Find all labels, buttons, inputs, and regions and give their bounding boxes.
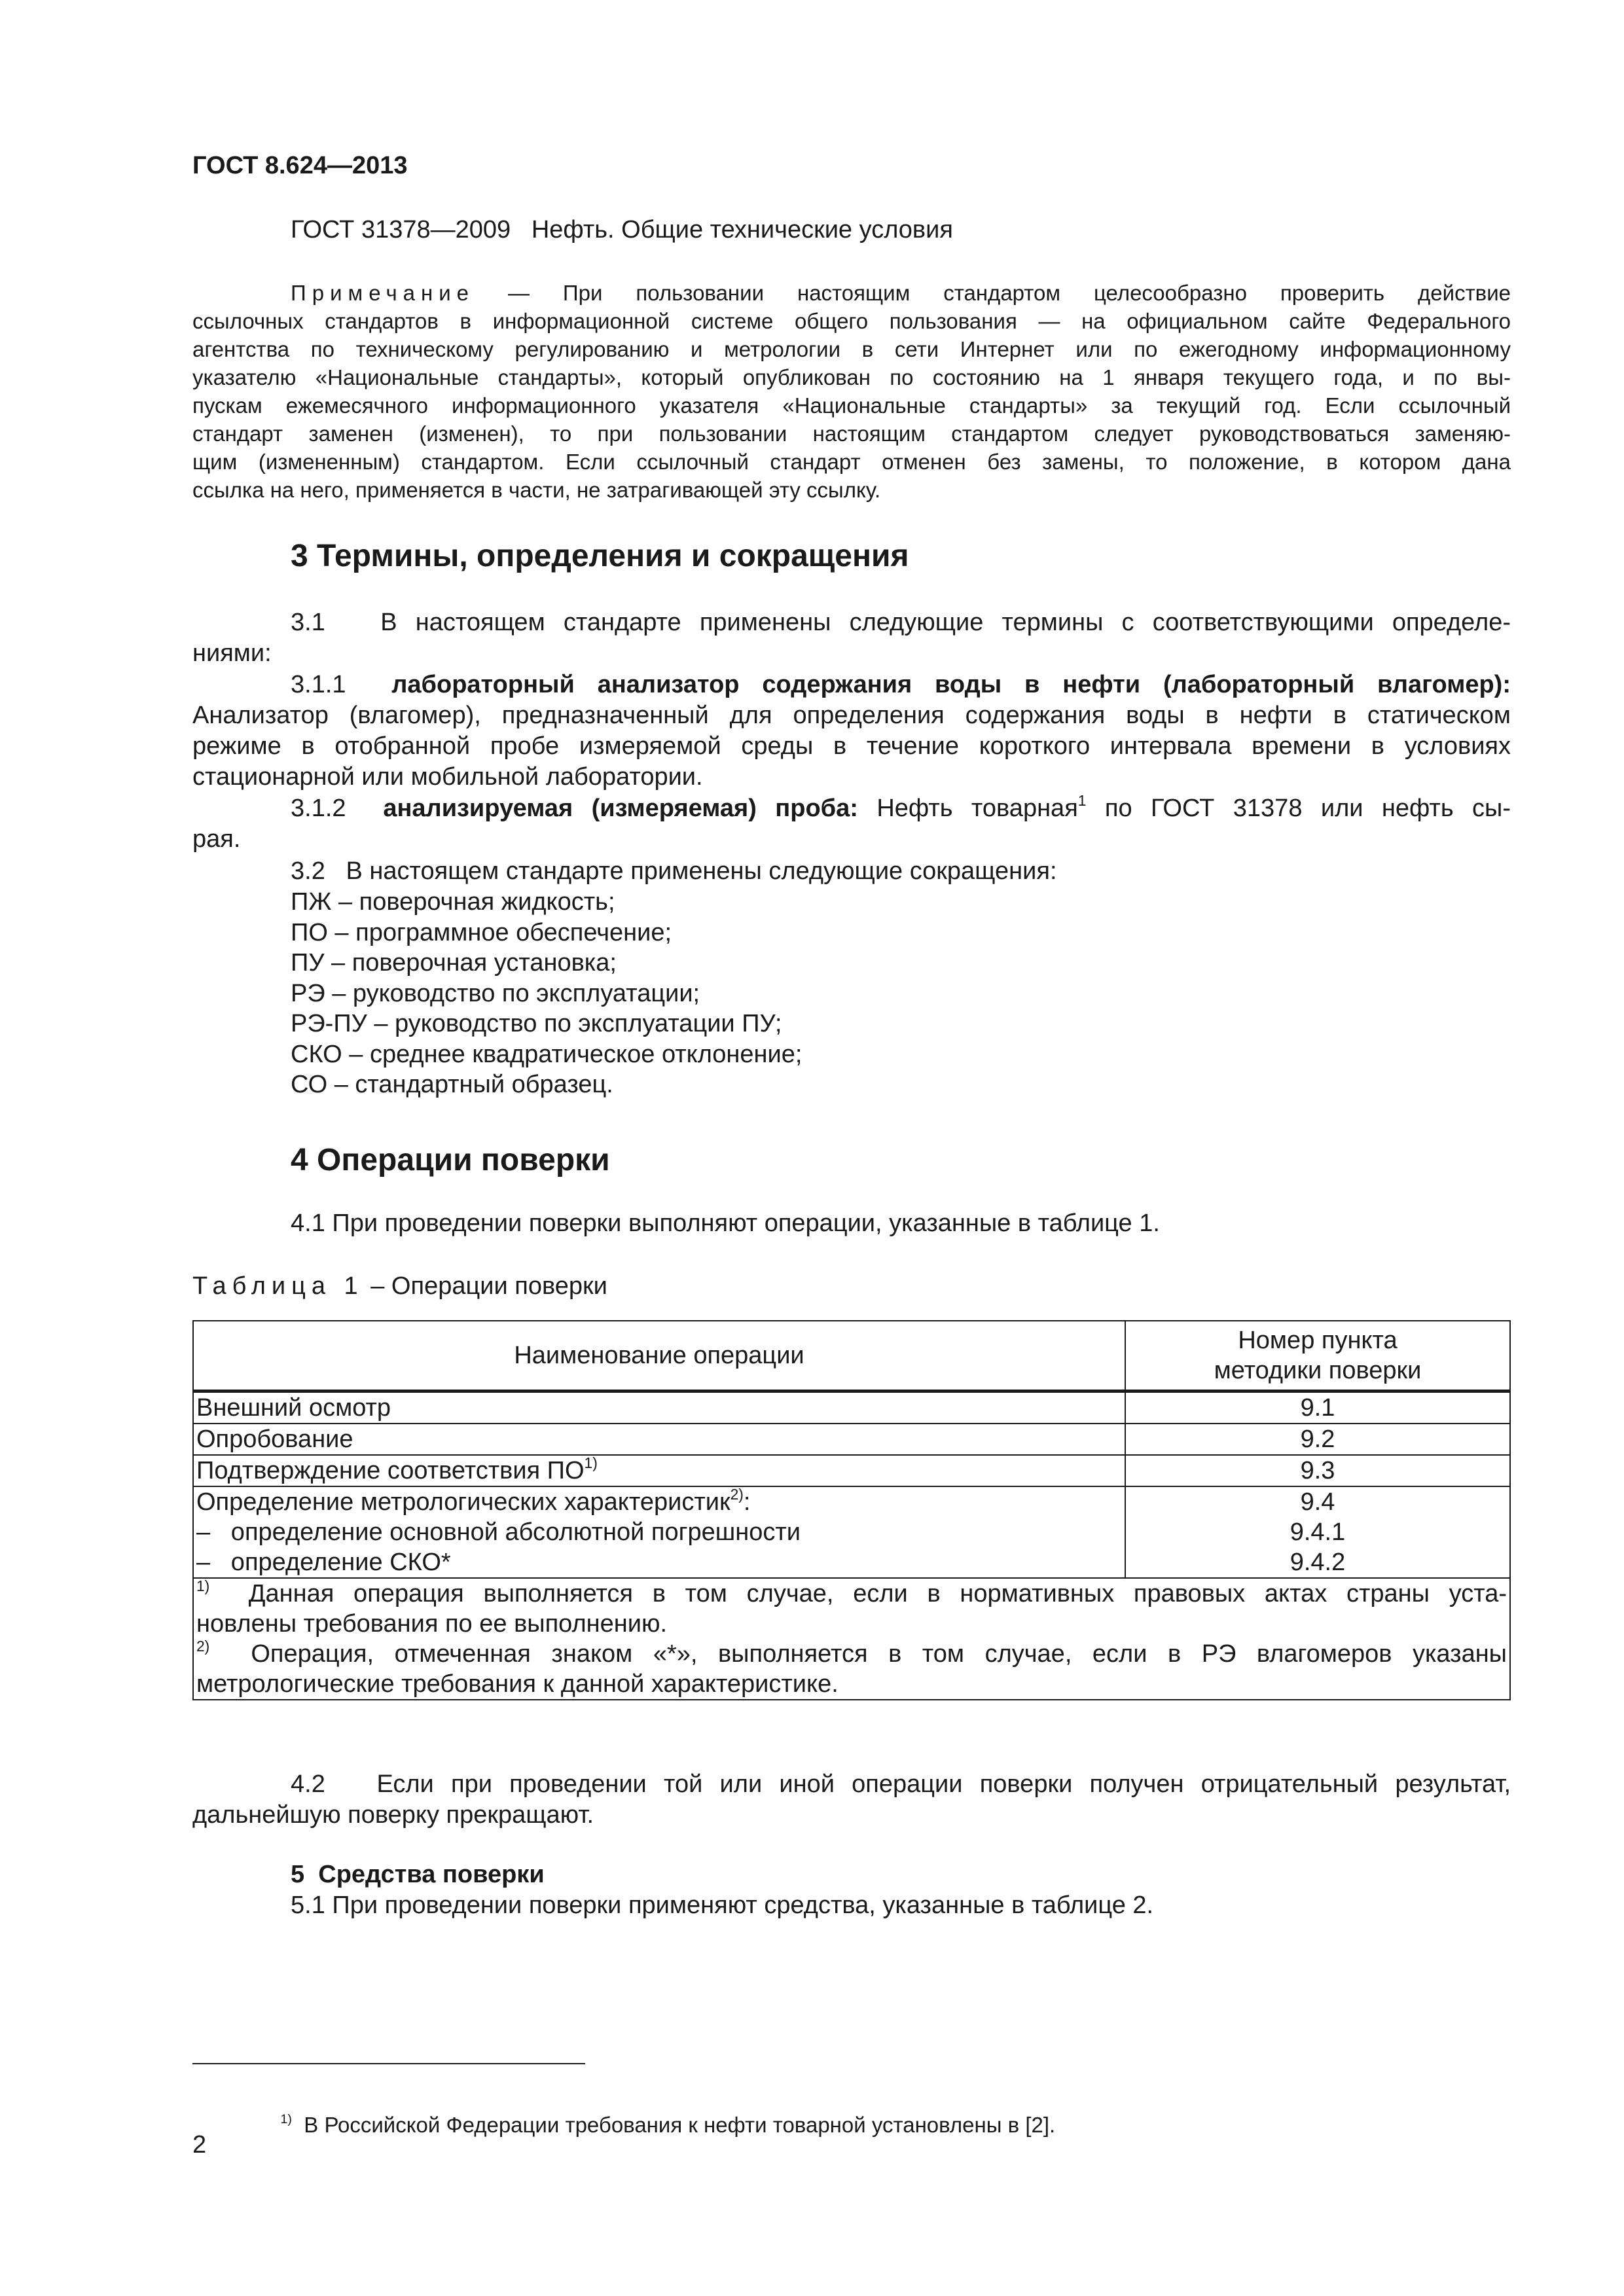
section-3-heading: 3 Термины, определения и сокращения <box>291 539 909 573</box>
abbreviation-item: ПЖ – поверочная жидкость; <box>291 888 615 916</box>
abbreviation-item: РЭ – руководство по эксплуатации; <box>291 979 700 1007</box>
table-caption <box>192 1271 607 1302</box>
note-label: Примечание <box>291 281 475 305</box>
clause-number: 9.3 <box>1125 1455 1510 1486</box>
paragraph-line: ниями: <box>192 639 272 667</box>
note-line: ссылка на него, применяется в части, не затрагивающей эту ссылку. <box>192 478 881 502</box>
abbreviation-item: СКО – среднее квадратическое отклонение; <box>291 1040 803 1068</box>
term-definition: Нефть товарная <box>857 795 1078 822</box>
paragraph-3-2: 3.2 В настоящем стандарте применены следующие сокращения: <box>291 857 1057 885</box>
section-4-heading: 4 Операции поверки <box>291 1143 610 1177</box>
note-line: стандарт заменен (изменен), то при пользовании настоящим стандартом следует руководствоваться заменяю- <box>192 422 1511 446</box>
footnote-text: В Российской Федерации требования к нефти товарной установлены в [2]. <box>291 2113 1056 2137</box>
paragraph-line: дальнейшую поверку прекращают. <box>192 1801 594 1829</box>
note-line-text: — При пользовании настоящим стандартом целесообразно проверить действие <box>475 281 1511 305</box>
paragraph-line: 4.2 Если при проведении той или иной операции поверки получен отрицательный результат, <box>291 1770 1511 1798</box>
operation-name: Опробование <box>193 1424 1125 1455</box>
clause-number: 9.4.1 <box>1125 1517 1510 1547</box>
clause-number: 9.4 <box>1125 1486 1510 1517</box>
table-row <box>193 1517 1510 1547</box>
term-name: лабораторный анализатор содержания воды в нефти (лабораторный влагомер): <box>391 671 1511 698</box>
table-footnote-line: метрологические требования к данной характеристике. <box>196 1670 839 1698</box>
column-header-clause <box>1125 1321 1510 1391</box>
table-footnotes <box>193 1578 1510 1700</box>
table-header-row <box>193 1321 1510 1391</box>
paragraph-3-1-1 <box>192 670 1511 793</box>
table-footnote-line: $^{2)}$ Операция, отмеченная знаком «*», выполняется в том случае, если в РЭ влагомеров указаны <box>196 1638 1507 1668</box>
column-header-line: Номер пункта <box>1238 1327 1398 1354</box>
operation-name: Определение метрологических характеристик$^{2)}$: <box>193 1486 1125 1517</box>
page-footnote <box>268 2088 1055 2138</box>
abbreviation-item: СО – стандартный образец. <box>291 1071 613 1098</box>
note-line: щим (измененным) стандартом. Если ссылочный стандарт отменен без замены, то положение, в котором дана <box>192 450 1511 474</box>
table-caption-label: Таблица 1 <box>192 1272 364 1300</box>
term-name: анализируемая (измеряемая) проба: <box>383 795 858 822</box>
table-row <box>193 1486 1510 1517</box>
clause-number: 9.2 <box>1125 1424 1510 1455</box>
section-5-heading: 5 Средства поверки <box>291 1861 545 1888</box>
table-footnote-ref: 2) <box>730 1486 744 1503</box>
abbreviation-item: ПУ – поверочная установка; <box>291 949 617 977</box>
page-number: 2 <box>192 2131 207 2159</box>
referenced-standard-line: ГОСТ 31378—2009 Нефть. Общие технические условия <box>291 216 953 243</box>
note-line: пускам ежемесячного информационного указателя «Национальные стандарты» за текущий год. Если ссылочный <box>192 393 1511 418</box>
table-caption-text: – Операции поверки <box>363 1272 607 1300</box>
note-line: агентства по техническому регулированию и метрологии в сети Интернет или по ежегодному информационному <box>192 337 1511 361</box>
term-definition: по ГОСТ 31378 или нефть сы- <box>1086 795 1511 822</box>
term-number: 3.1.2 <box>291 795 384 822</box>
note-line: ссылочных стандартов в информационной системе общего пользования — на официальном сайте Федерального <box>192 309 1511 333</box>
paragraph-3-1-2 <box>192 793 1511 855</box>
column-header-operation: Наименование операции <box>193 1321 1125 1391</box>
paragraph-line <box>192 670 1511 700</box>
abbreviation-item: ПО – программное обеспечение; <box>291 918 672 946</box>
column-header-line: методики поверки <box>1214 1357 1422 1384</box>
paragraph-line: режиме в отобранной пробе измеряемой среды в течение короткого интервала времени в условиях <box>192 732 1511 760</box>
operation-name: Внешний осмотр <box>193 1391 1125 1424</box>
table-footnote-line: $^{1)}$ Данная операция выполняется в том случае, если в нормативных правовых актах страны уста- <box>196 1577 1507 1607</box>
note-line <box>192 279 1511 307</box>
footnote-ref: 1 <box>1077 792 1087 810</box>
operation-name: Подтверждение соответствия ПО$^{1)}$ <box>193 1455 1125 1486</box>
operation-name: – определение основной абсолютной погрешности <box>193 1517 1125 1547</box>
note-line: указателю «Национальные стандарты», который опубликован по состоянию на 1 января текущего года, и по вы- <box>192 365 1511 389</box>
paragraph-5-1: 5.1 При проведении поверки применяют средства, указанные в таблице 2. <box>291 1892 1154 1919</box>
note-block <box>192 279 1511 504</box>
table-row <box>193 1455 1510 1486</box>
paragraph-line <box>192 793 1511 824</box>
table-footnote-ref: 1) <box>584 1454 598 1472</box>
table-row <box>193 1424 1510 1455</box>
abbreviation-list <box>291 887 802 1100</box>
footnote-separator <box>192 2063 585 2064</box>
paragraph-line: стационарной или мобильной лаборатории. <box>192 763 703 791</box>
paragraph-4-1: 4.1 При проведении поверки выполняют операции, указанные в таблице 1. <box>291 1210 1160 1237</box>
table-row <box>193 1391 1510 1424</box>
table-footnotes-row <box>193 1578 1510 1700</box>
paragraph-line: Анализатор (влагомер), предназначенный для определения содержания воды в нефти в статическом <box>192 702 1511 729</box>
operations-table <box>192 1320 1511 1700</box>
paragraph-3-1 <box>192 607 1511 669</box>
table-footnote-marker: 2) <box>196 1638 210 1655</box>
term-number: 3.1.1 <box>291 671 392 698</box>
table-footnote-line: новлены требования по ее выполнению. <box>196 1610 668 1638</box>
document-header: ГОСТ 8.624—2013 <box>192 152 408 179</box>
table-footnote-marker: 1) <box>196 1577 210 1595</box>
paragraph-line: 3.1 В настоящем стандарте применены следующие термины с соответствующими определе- <box>291 609 1511 636</box>
table-row <box>193 1547 1510 1578</box>
footnote-marker: 1) <box>280 2112 292 2127</box>
paragraph-line: рая. <box>192 825 241 853</box>
clause-number: 9.1 <box>1125 1391 1510 1424</box>
abbreviation-item: РЭ-ПУ – руководство по эксплуатации ПУ; <box>291 1010 782 1037</box>
operation-name: – определение СКО* <box>193 1547 1125 1578</box>
clause-number: 9.4.2 <box>1125 1547 1510 1578</box>
paragraph-4-2 <box>192 1769 1511 1831</box>
